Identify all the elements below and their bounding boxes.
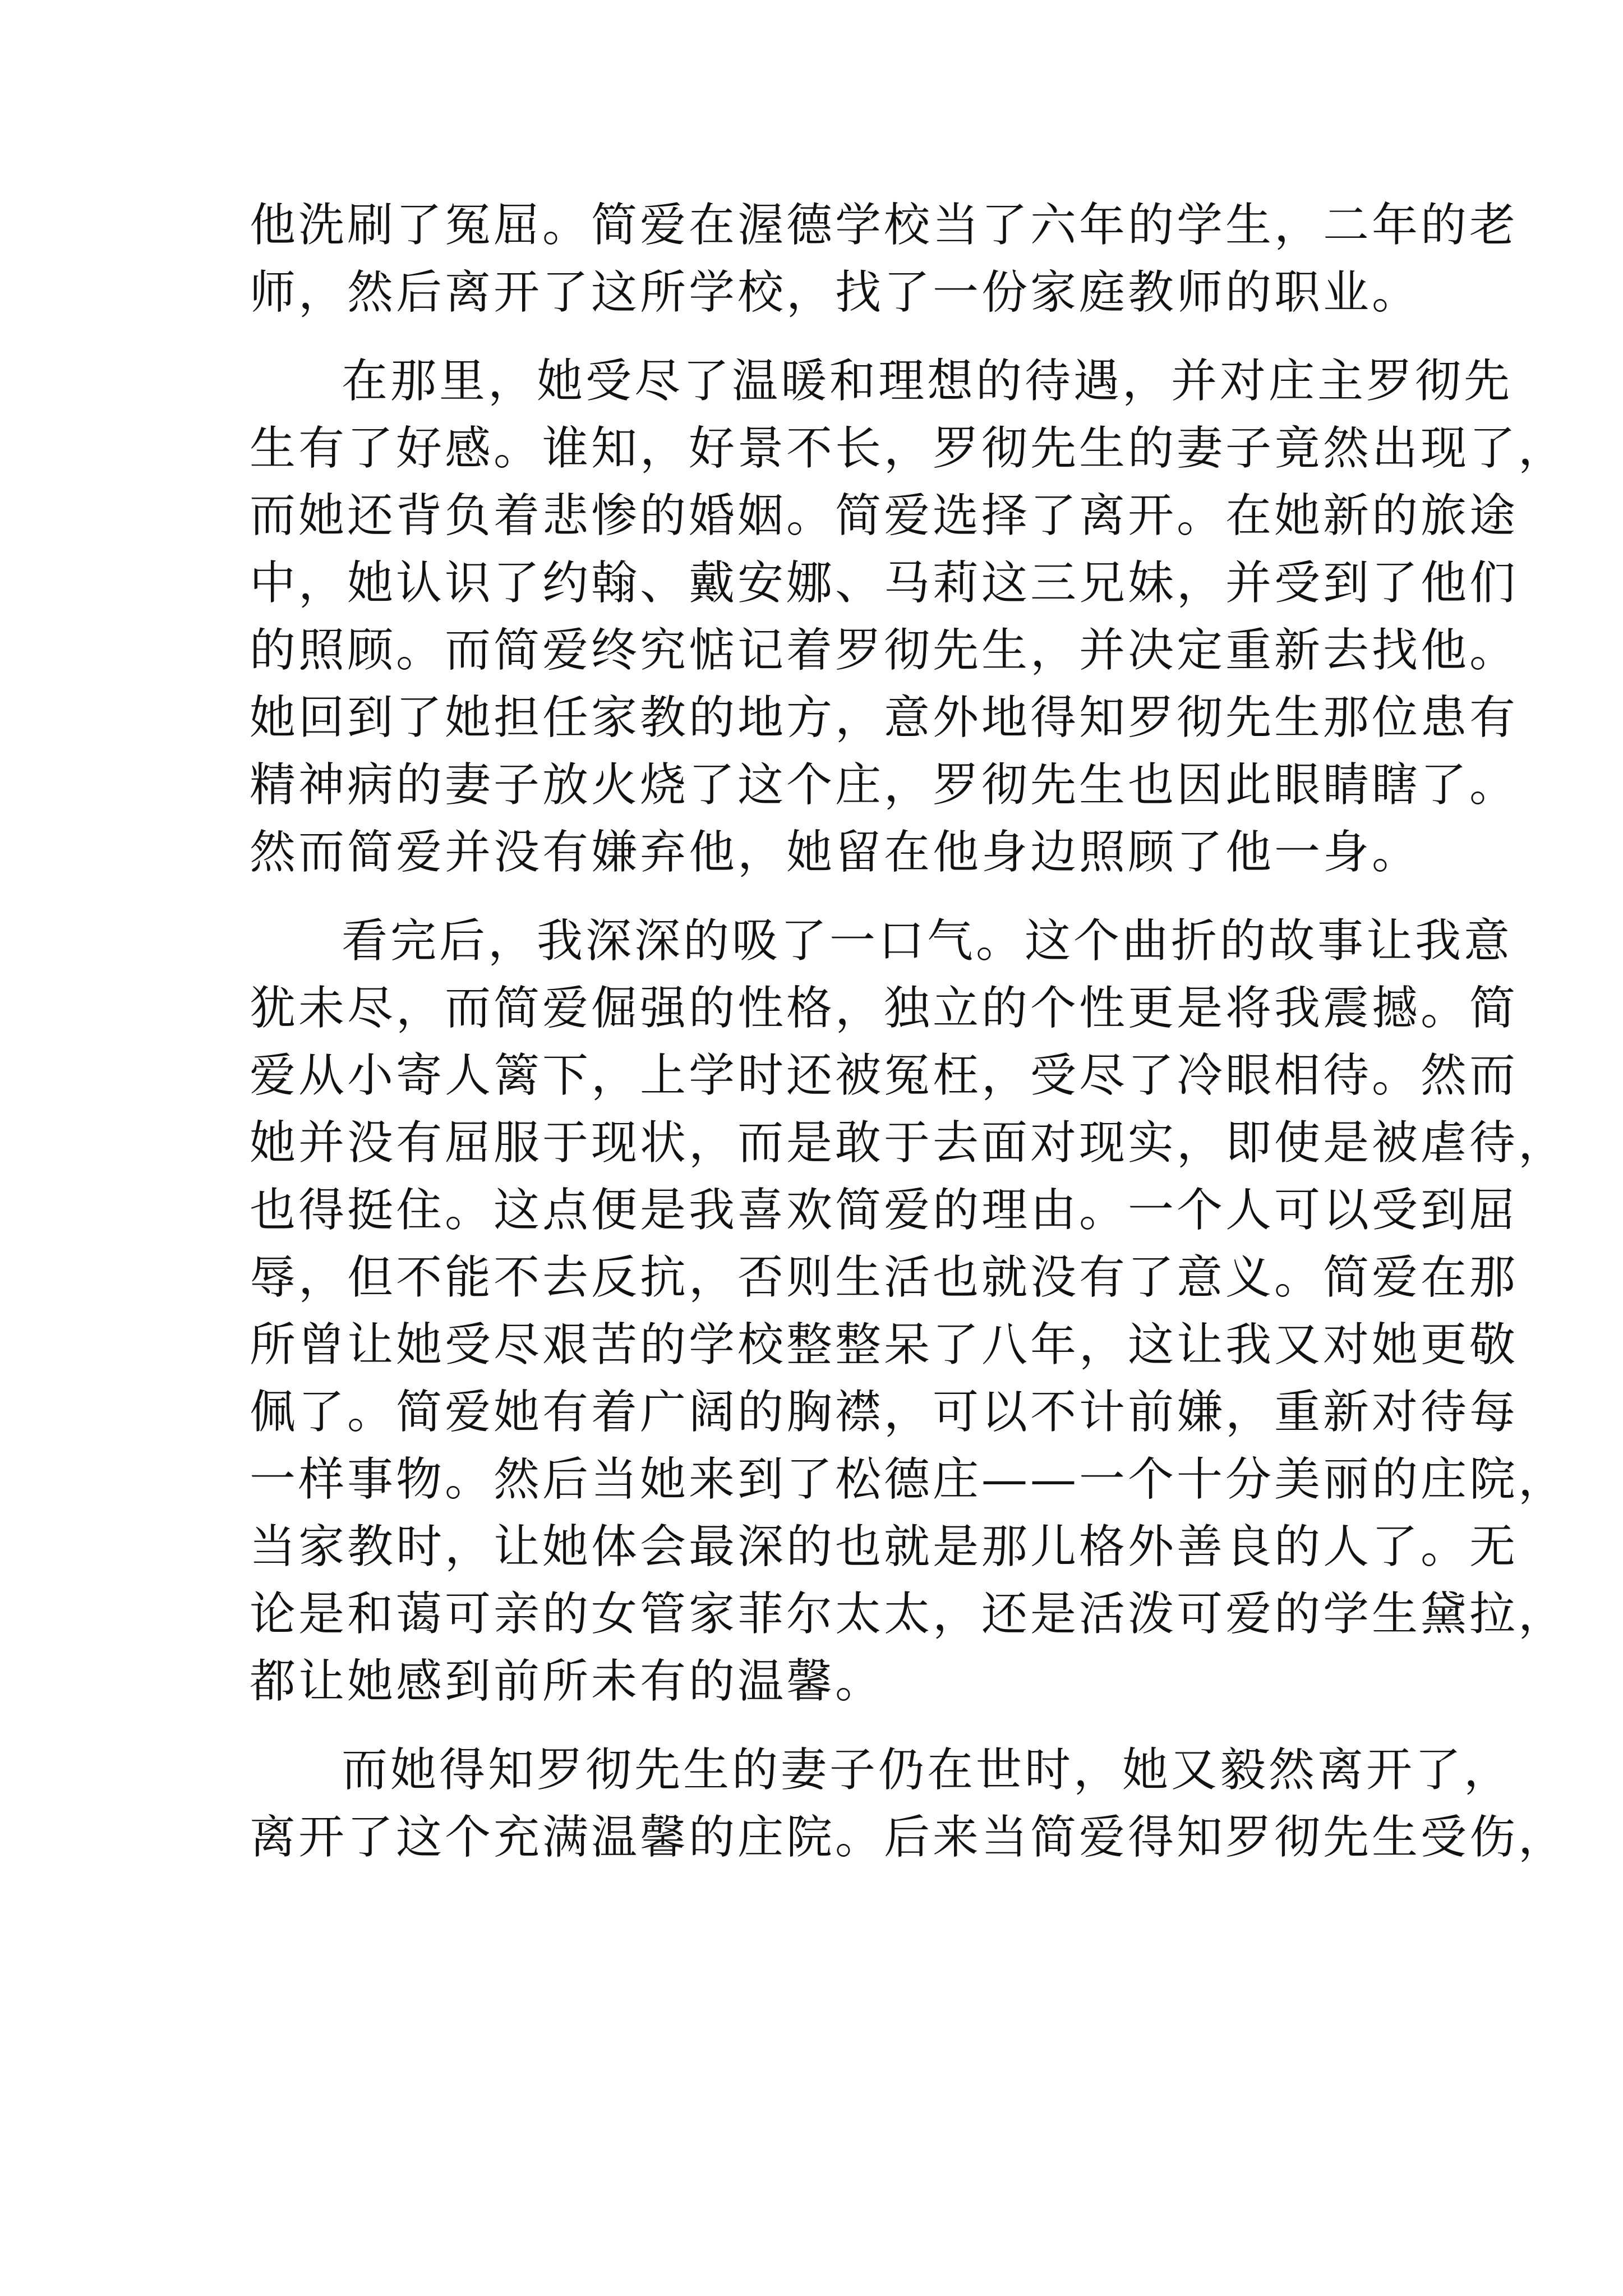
text-line: 她回到了她担任家教的地方，意外地得知罗彻先生那位患有 <box>250 691 1519 744</box>
paragraph-gap <box>250 886 1405 908</box>
text-line: 的照顾。而简爱终究惦记着罗彻先生，并决定重新去找他。 <box>250 624 1519 677</box>
text-line: 然而简爱并没有嫌弃他，她留在他身边照顾了他一身。 <box>250 826 1421 879</box>
paragraph-gap <box>250 326 1405 348</box>
text-line: 师，然后离开了这所学校，找了一份家庭教师的职业。 <box>250 266 1421 319</box>
text-line: 论是和蔼可亲的女管家菲尔太太，还是活泼可爱的学生黛拉， <box>250 1588 1567 1641</box>
text-line: 也得挺住。这点便是我喜欢简爱的理由。一个人可以受到屈 <box>250 1184 1519 1237</box>
text-line: 佩了。简爱她有着广阔的胸襟，可以不计前嫌，重新对待每 <box>250 1386 1519 1439</box>
text-line: 而她还背负着悲惨的婚姻。简爱选择了离开。在她新的旅途 <box>250 489 1519 542</box>
text-line: 而她得知罗彻先生的妻子仍在世时，她又毅然离开了， <box>342 1743 1513 1797</box>
text-line: 生有了好感。谁知，好景不长，罗彻先生的妻子竟然出现了， <box>250 422 1567 475</box>
text-line: 一样事物。然后当她来到了松德庄——一个十分美丽的庄院， <box>250 1453 1567 1506</box>
text-line: 离开了这个充满温馨的庄院。后来当简爱得知罗彻先生受伤， <box>250 1811 1567 1864</box>
text-line: 精神病的妻子放火烧了这个庄，罗彻先生也因此眼睛瞎了。 <box>250 758 1519 812</box>
text-line: 在那里，她受尽了温暖和理想的待遇，并对庄主罗彻先 <box>342 355 1513 408</box>
text-line: 当家教时，让她体会最深的也就是那儿格外善良的人了。无 <box>250 1520 1519 1573</box>
text-line: 看完后，我深深的吸了一口气。这个曲折的故事让我意 <box>342 914 1513 968</box>
text-line: 他洗刷了冤屈。简爱在渥德学校当了六年的学生，二年的老 <box>250 199 1519 252</box>
paragraph-gap <box>250 1715 1405 1737</box>
text-line: 所曾让她受尽艰苦的学校整整呆了八年，这让我又对她更敬 <box>250 1318 1519 1372</box>
text-line: 爱从小寄人篱下，上学时还被冤枉，受尽了冷眼相待。然而 <box>250 1049 1519 1102</box>
text-line: 中，她认识了约翰、戴安娜、马莉这三兄妹，并受到了他们 <box>250 556 1519 610</box>
text-line: 都让她感到前所未有的温馨。 <box>250 1655 884 1708</box>
body-text <box>250 192 1567 1871</box>
text-line: 犹未尽，而简爱倔强的性格，独立的个性更是将我震撼。简 <box>250 982 1519 1035</box>
text-line: 辱，但不能不去反抗，否则生活也就没有了意义。简爱在那 <box>250 1251 1519 1304</box>
text-line: 她并没有屈服于现状，而是敢于去面对现实，即使是被虐待， <box>250 1116 1567 1170</box>
